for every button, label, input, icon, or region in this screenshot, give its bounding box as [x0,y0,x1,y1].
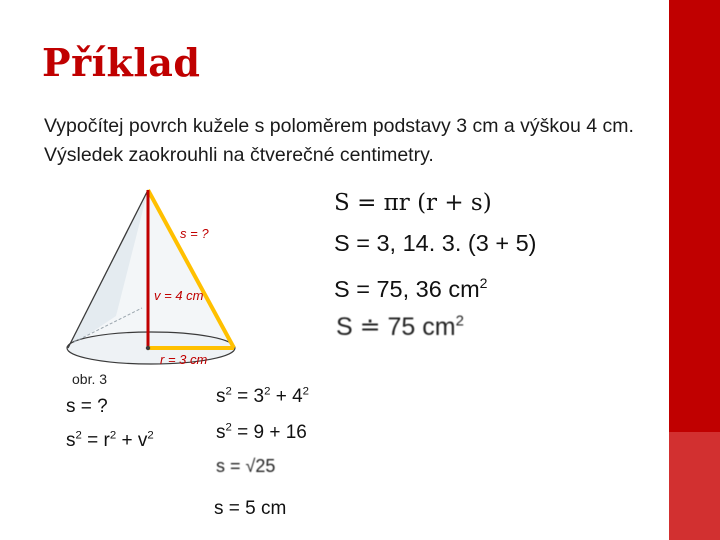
row2-a: s [216,422,226,443]
pyth-a: s [66,430,76,451]
row1-c: 4 [292,386,303,407]
calc-row-2 [216,422,307,444]
label-s: s = ? [180,226,209,241]
result-exp: 2 [479,275,488,292]
row2-rest: = 9 + 16 [231,422,307,443]
result-base: S = 75, 36 cm [334,276,480,302]
slide-title: Příklad [42,40,201,85]
calc-row-3: s = √25 [216,456,276,476]
formula-rounded [336,312,464,342]
row1-a-exp: 2 [225,385,232,398]
pyth-a-exp: 2 [75,429,82,442]
rounded-exp: 2 [455,312,464,330]
label-v: v = 4 cm [154,288,204,303]
cone-figure [56,176,256,376]
formula-substitution: S = 3, 14. 3. (3 + 5) [334,230,537,256]
row1-b-exp: 2 [264,385,271,398]
pyth-b: r [103,430,110,451]
calc-row-1: $s^2 = 3^2 + 4^2$ [216,385,309,407]
figure-caption: obr. 3 [72,371,108,387]
s-unknown: s = ? [66,396,108,417]
pyth-c: v [137,430,148,451]
row1-b: 3 [253,386,265,407]
task-text: Vypočítej povrch kužele s poloměrem podstavy 3 cm a výškou 4 cm. Výsledek zaokrouhli na čtverečné centimetry. [44,115,634,166]
label-r: r = 3 cm [160,352,208,367]
formula-surface: S = πr (r + s) [334,190,492,216]
row1-c-exp: 2 [302,385,309,398]
pyth-b-exp: 2 [109,429,117,442]
row2-a-exp: 2 [225,421,232,434]
sidebar-shade [669,432,720,540]
pyth-c-exp: 2 [147,429,154,442]
calc-row-4: s = 5 cm [214,498,287,519]
base-center-dot [146,346,150,350]
rounded-base: S ≐ 75 cm [336,313,456,341]
row1-a: s [216,386,226,407]
pythagoras-formula: $s^2 = r^2 + v^2$ [66,429,154,451]
formula-result [334,276,488,303]
